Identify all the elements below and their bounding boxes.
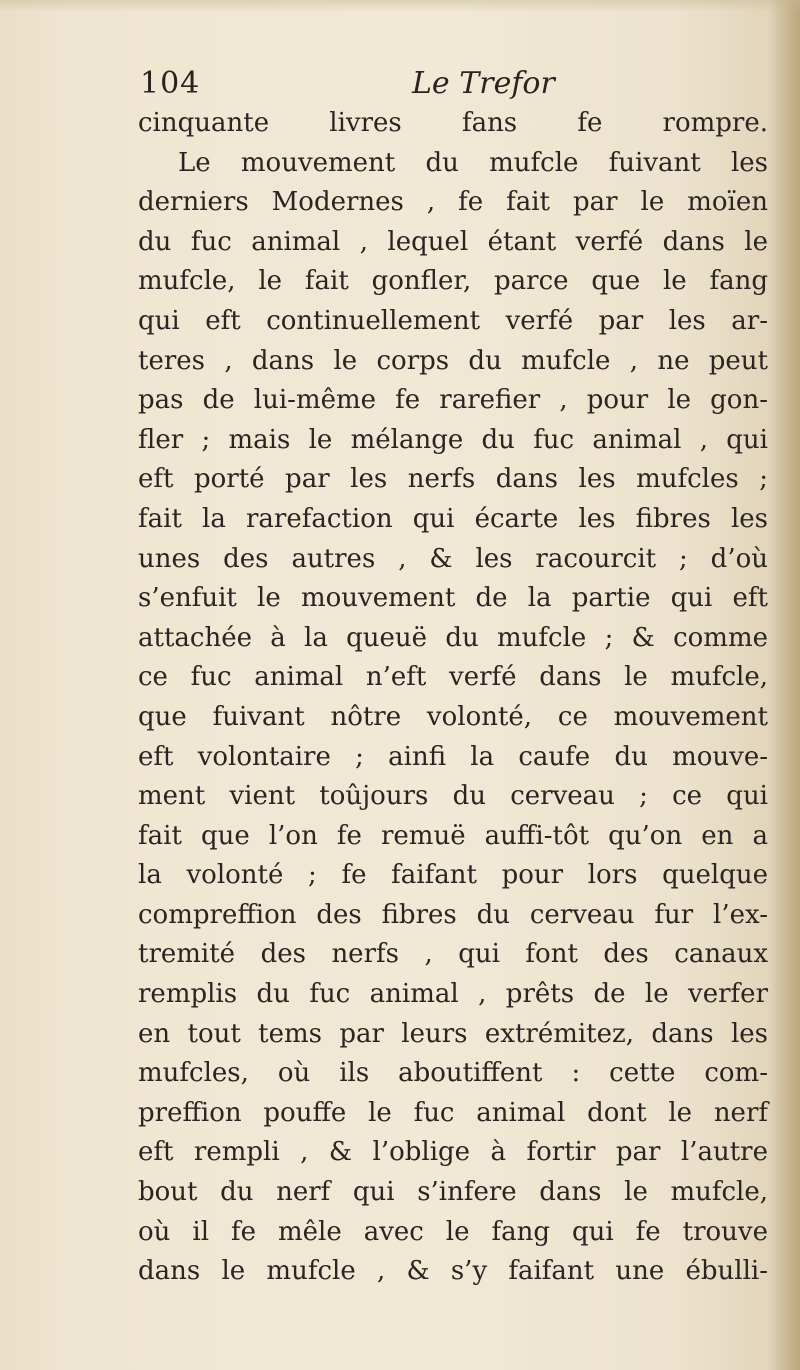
body-text <box>138 104 768 1292</box>
text-line: fait que l’on fe remuë auffi-tôt qu’on en a <box>138 820 768 851</box>
text-line: preffion pouffe le fuc animal dont le nerf <box>138 1097 768 1128</box>
text-line: tremité des nerfs , qui font des canaux <box>138 939 768 970</box>
text-line: fler ; mais le mélange du fuc animal , qui <box>138 424 768 455</box>
text-line: du fuc animal , lequel étant verfé dans le <box>138 226 768 257</box>
page-number: 104 <box>140 66 201 101</box>
text-line: où il fe mêle avec le fang qui fe trouve <box>138 1216 768 1247</box>
text-line: bout du nerf qui s’infere dans le mufcle, <box>138 1177 768 1208</box>
text-line: attachée à la queuë du mufcle ; & comme <box>138 622 768 653</box>
text-line: pas de lui-même fe rarefier , pour le gon- <box>138 385 768 416</box>
text-line: remplis du fuc animal , prêts de le verfer <box>138 979 768 1010</box>
text-line: ce fuc animal n’eft verfé dans le mufcle, <box>138 662 768 693</box>
text-line: qui eft continuellement verfé par les ar- <box>138 305 768 336</box>
text-line: en tout tems par leurs extrémitez, dans les <box>138 1018 768 1049</box>
text-line: Le mouvement du mufcle fuivant les <box>178 147 768 178</box>
text-line: mufcles, où ils aboutiffent : cette com- <box>138 1058 768 1089</box>
text-line: que fuivant nôtre volonté, ce mouvement <box>138 701 768 732</box>
text-line: s’enfuit le mouvement de la partie qui eft <box>138 583 768 614</box>
text-line: unes des autres , & les racourcit ; d’où <box>138 543 768 574</box>
text-line: fait la rarefaction qui écarte les fibres les <box>138 503 768 534</box>
text-line: dans le mufcle , & s’y faifant une ébulli- <box>138 1256 768 1287</box>
text-line: ment vient toûjours du cerveau ; ce qui <box>138 781 768 812</box>
text-line: cinquante livres fans fe rompre. <box>138 108 768 138</box>
text-line: teres , dans le corps du mufcle , ne peut <box>138 345 768 376</box>
text-line: eft volontaire ; ainfi la caufe du mouve- <box>138 741 768 772</box>
text-line: la volonté ; fe faifant pour lors quelque <box>138 860 768 891</box>
text-line: compreffion des fibres du cerveau fur l’ex- <box>138 899 768 930</box>
text-line: eft rempli , & l’oblige à fortir par l’autre <box>138 1137 768 1168</box>
text-line: derniers Modernes , fe fait par le moïen <box>138 187 768 218</box>
running-title: Le Trefor <box>412 66 555 101</box>
text-line: mufcle, le fait gonfler, parce que le fang <box>138 266 768 297</box>
text-line: eft porté par les nerfs dans les mufcles ; <box>138 464 768 495</box>
